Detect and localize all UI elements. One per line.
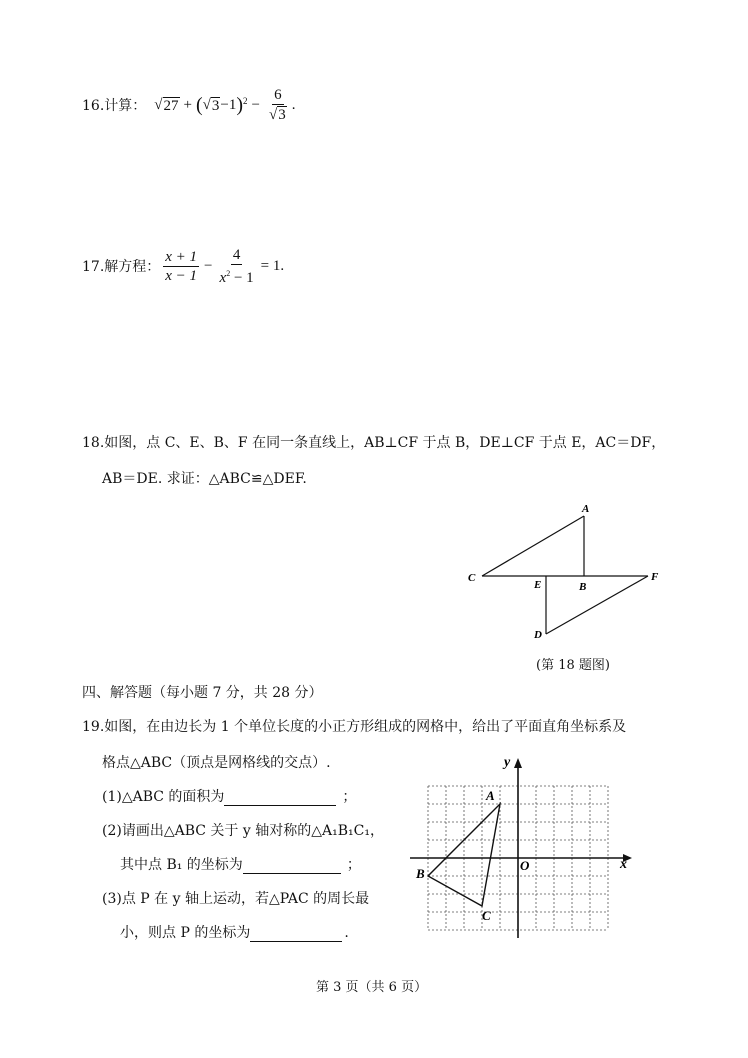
- q17-frac2-den-exp: 2: [226, 268, 231, 278]
- q17-frac2-den-rest: − 1: [230, 269, 254, 286]
- q19-part-2-sub-text: 其中点 B₁ 的坐标为: [120, 857, 243, 873]
- q17-minus: −: [204, 257, 213, 274]
- axis-label-x: x: [620, 857, 627, 872]
- q16-fraction: [267, 87, 289, 123]
- sqrt-sign: √: [202, 96, 211, 113]
- q17-frac2-num: 4: [232, 246, 241, 263]
- q17-frac2-den: [218, 265, 256, 286]
- paren-close: ): [236, 93, 244, 116]
- sqrt-sign: √: [268, 107, 278, 123]
- q19-part-3: (3)点 P 在 y 轴上运动，若△PAC 的周长最: [102, 891, 370, 907]
- point-label-c: C: [468, 572, 476, 584]
- page-footer: 第 3 页（共 6 页）: [316, 980, 428, 995]
- origin-label: O: [520, 858, 530, 873]
- q16-minus-one: −1: [220, 96, 237, 113]
- q19-part-2: (2)请画出△ABC 关于 y 轴对称的△A₁B₁C₁，: [102, 823, 384, 839]
- q16-period: .: [291, 96, 296, 113]
- axis-label-y: y: [504, 755, 511, 770]
- segment-df: [546, 576, 648, 634]
- q16-frac-den-radicand: 3: [278, 107, 286, 123]
- section-4-heading: 四、解答题（每小题 7 分，共 28 分）: [82, 685, 323, 701]
- q19-grid-figure: [404, 750, 644, 942]
- q17-label: 17.解方程：: [82, 259, 161, 275]
- q17-fraction-2: [218, 247, 256, 286]
- q16-exponent: 2: [243, 96, 248, 106]
- q18-line-1: 18.如图，点 C、E、B、F 在同一条直线上，AB⊥CF 于点 B，DE⊥CF 于点 E，AC＝DF，: [82, 435, 666, 451]
- q16-frac-den: [267, 105, 289, 123]
- q17-fraction-1: [163, 249, 199, 284]
- q19-part-1: [102, 786, 356, 806]
- q16-label: 16.计算：: [82, 98, 147, 114]
- point-label-b: B: [579, 581, 587, 593]
- q16-plus: +: [183, 96, 192, 113]
- question-17: [82, 248, 284, 284]
- q19-part-2-sub: [120, 854, 361, 874]
- q17-frac1-den: x − 1: [165, 267, 198, 284]
- answer-blank-b1[interactable]: [243, 859, 341, 874]
- y-axis-arrow-icon: [514, 758, 522, 768]
- q19-line-2: 格点△ABC（顶点是网格线的交点）.: [102, 755, 331, 771]
- q16-minus: −: [251, 96, 260, 113]
- q17-frac1-num: x + 1: [165, 248, 198, 265]
- q16-radicand-3: 3: [211, 97, 220, 114]
- q18-figure: [460, 498, 670, 648]
- q17-frac2-den-x: x: [219, 269, 227, 286]
- q16-frac-num: 6: [274, 87, 282, 103]
- vertex-label-a: A: [486, 788, 495, 803]
- q17-rhs: = 1.: [260, 257, 285, 274]
- point-label-a: A: [582, 503, 590, 515]
- q19-line-1: 19.如图，在由边长为 1 个单位长度的小正方形组成的网格中，给出了平面直角坐标系及: [82, 719, 627, 735]
- q18-line-2: AB＝DE. 求证：△ABC≌△DEF.: [102, 471, 307, 487]
- q17-expression: [160, 247, 284, 286]
- vertex-label-c: C: [482, 908, 491, 923]
- point-label-f: F: [651, 571, 659, 583]
- vertex-label-b: B: [416, 866, 425, 881]
- q16-expression: [154, 87, 295, 123]
- q19-part-3-sub-text: 小，则点 P 的坐标为: [120, 925, 251, 941]
- sqrt-sign: √: [154, 96, 163, 113]
- paren-open: (: [195, 93, 203, 116]
- question-16: [82, 88, 295, 122]
- q19-part-3-sub-end: .: [344, 925, 349, 941]
- q19-part-2-sub-end: ；: [346, 857, 361, 873]
- answer-blank-area[interactable]: [224, 791, 336, 806]
- segment-ca: [482, 516, 584, 576]
- q19-part-1-text: (1)△ABC 的面积为: [102, 789, 225, 805]
- q18-figure-caption: (第 18 题图): [536, 658, 610, 673]
- answer-blank-p[interactable]: [250, 927, 342, 942]
- q16-radicand-27: 27: [163, 97, 179, 114]
- point-label-d: D: [534, 629, 542, 641]
- q19-part-3-sub: [120, 922, 349, 942]
- q19-part-1-end: ；: [342, 789, 357, 805]
- point-label-e: E: [534, 579, 542, 591]
